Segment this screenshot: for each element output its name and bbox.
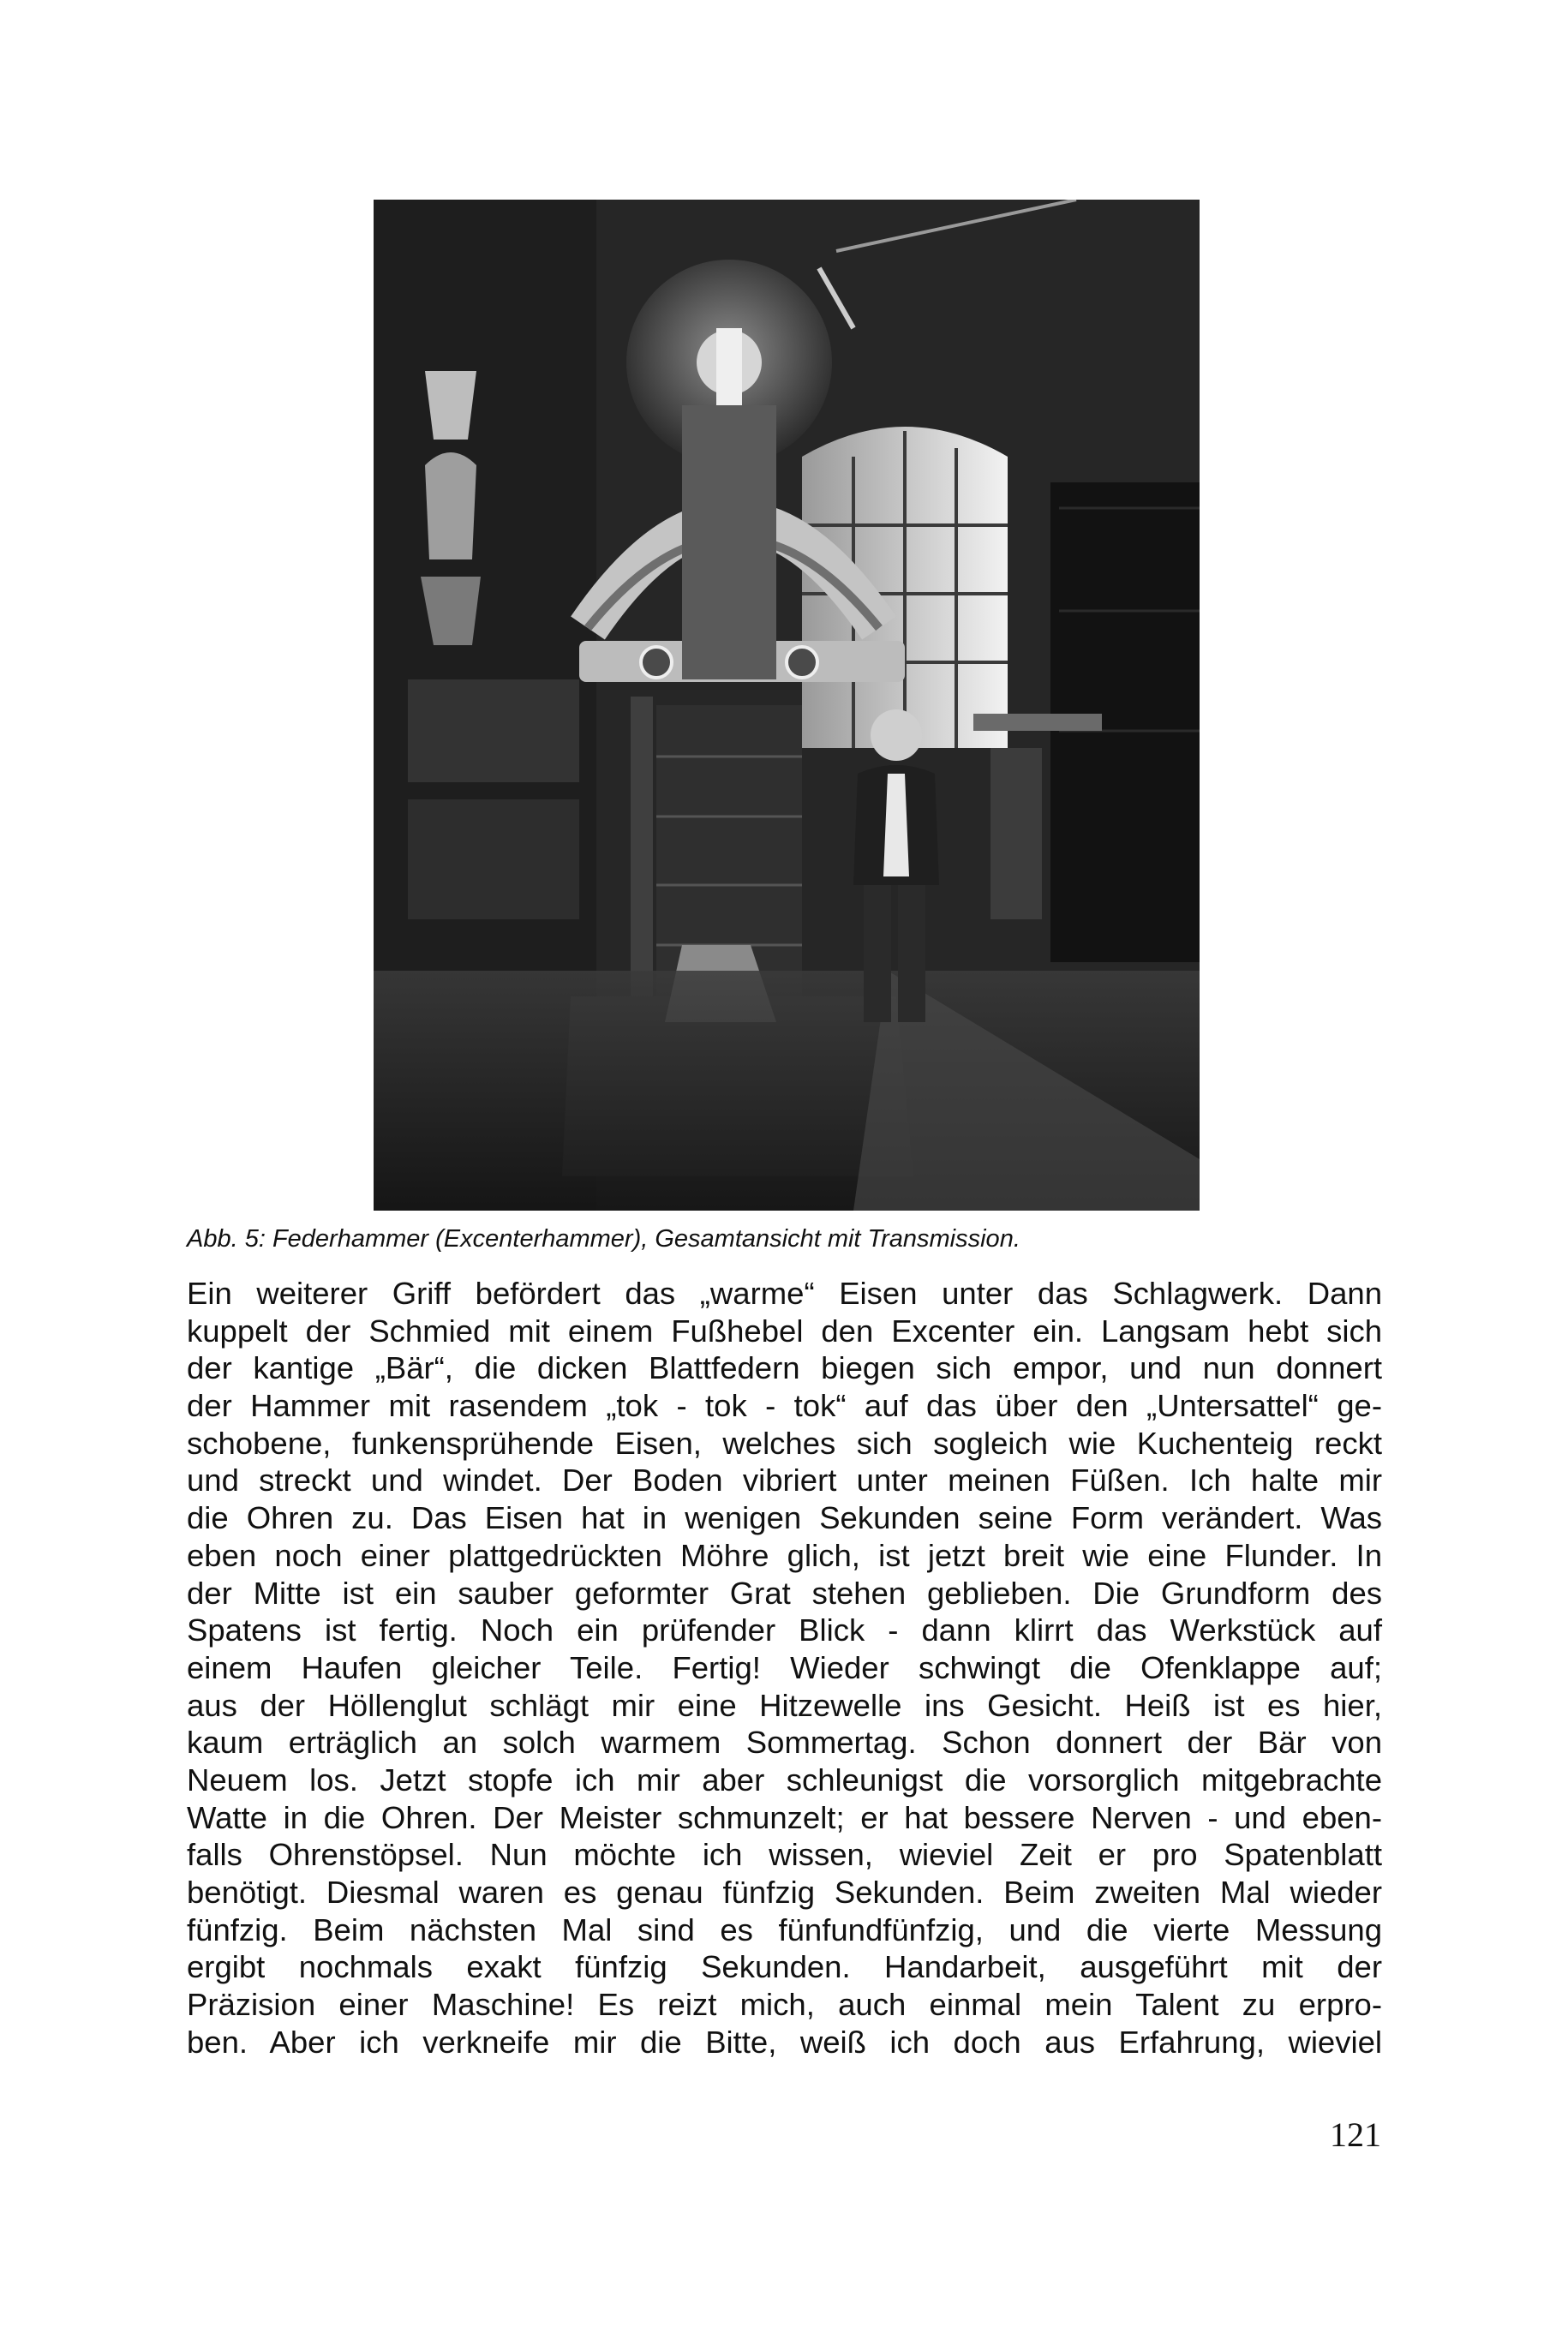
page-number: 121 [1330, 2115, 1381, 2154]
text-line: die Ohren zu. Das Eisen hat in wenigen Sekunden seine Form verändert. Was [187, 1500, 1382, 1536]
text-line: Spatens ist fertig. Noch ein prüfender Blick - dann klirrt das Werkstück auf [187, 1612, 1382, 1648]
text-line: fünfzig. Beim nächsten Mal sind es fünfundfünfzig, und die vierte Messung [187, 1911, 1382, 1947]
text-line: der kantige „Bär“, die dicken Blattfedern biegen sich empor, und nun donnert [187, 1350, 1382, 1386]
text-line: Neuem los. Jetzt stopfe ich mir aber schleunigst die vorsorglich mitgebrachte [187, 1762, 1382, 1798]
text-line: ben. Aber ich verkneife mir die Bitte, weiß ich doch aus Erfahrung, wieviel [187, 2024, 1382, 2060]
text-line: Watte in die Ohren. Der Meister schmunzelt; er hat bessere Nerven - und eben- [187, 1799, 1382, 1835]
text-line: benötigt. Diesmal waren es genau fünfzig Sekunden. Beim zweiten Mal wieder [187, 1875, 1382, 1910]
body-paragraph [187, 1275, 1382, 2061]
text-line: Präzision einer Maschine! Es reizt mich, auch einmal mein Talent zu erpro- [187, 1987, 1382, 2023]
text-line: schobene, funkensprühende Eisen, welches sich sogleich wie Kuchenteig reckt [187, 1425, 1382, 1461]
text-line: kuppelt der Schmied mit einem Fußhebel den Excenter ein. Langsam hebt sich [187, 1313, 1382, 1349]
text-line: und streckt und windet. Der Boden vibriert unter meinen Füßen. Ich halte mir [187, 1463, 1382, 1498]
text-line: der Hammer mit rasendem „tok - tok - tok“ auf das über den „Untersattel“ ge- [187, 1388, 1382, 1424]
text-line: einem Haufen gleicher Teile. Fertig! Wieder schwingt die Ofenklappe auf; [187, 1649, 1382, 1685]
text-line: kaum erträglich an solch warmem Sommertag. Schon donnert der Bär von [187, 1725, 1382, 1761]
text-line: Ein weiterer Griff befördert das „warme“ Eisen unter das Schlagwerk. Dann [187, 1276, 1382, 1311]
forge-hammer-photo-image [374, 200, 1200, 1211]
text-line: der Mitte ist ein sauber geformter Grat stehen geblieben. Die Grundform des [187, 1575, 1382, 1611]
figure-caption: Abb. 5: Federhammer (Excenterhammer), Gesamtansicht mit Transmission. [187, 1225, 1020, 1253]
text-line: aus der Höllenglut schlägt mir eine Hitzewelle ins Gesicht. Heiß ist es hier, [187, 1687, 1382, 1723]
figure-photo [374, 200, 1200, 1211]
text-line: ergibt nochmals exakt fünfzig Sekunden. Handarbeit, ausgeführt mit der [187, 1949, 1382, 1985]
text-line: eben noch einer plattgedrückten Möhre glich, ist jetzt breit wie eine Flunder. In [187, 1537, 1382, 1573]
text-line: falls Ohrenstöpsel. Nun möchte ich wissen, wieviel Zeit er pro Spatenblatt [187, 1837, 1382, 1873]
